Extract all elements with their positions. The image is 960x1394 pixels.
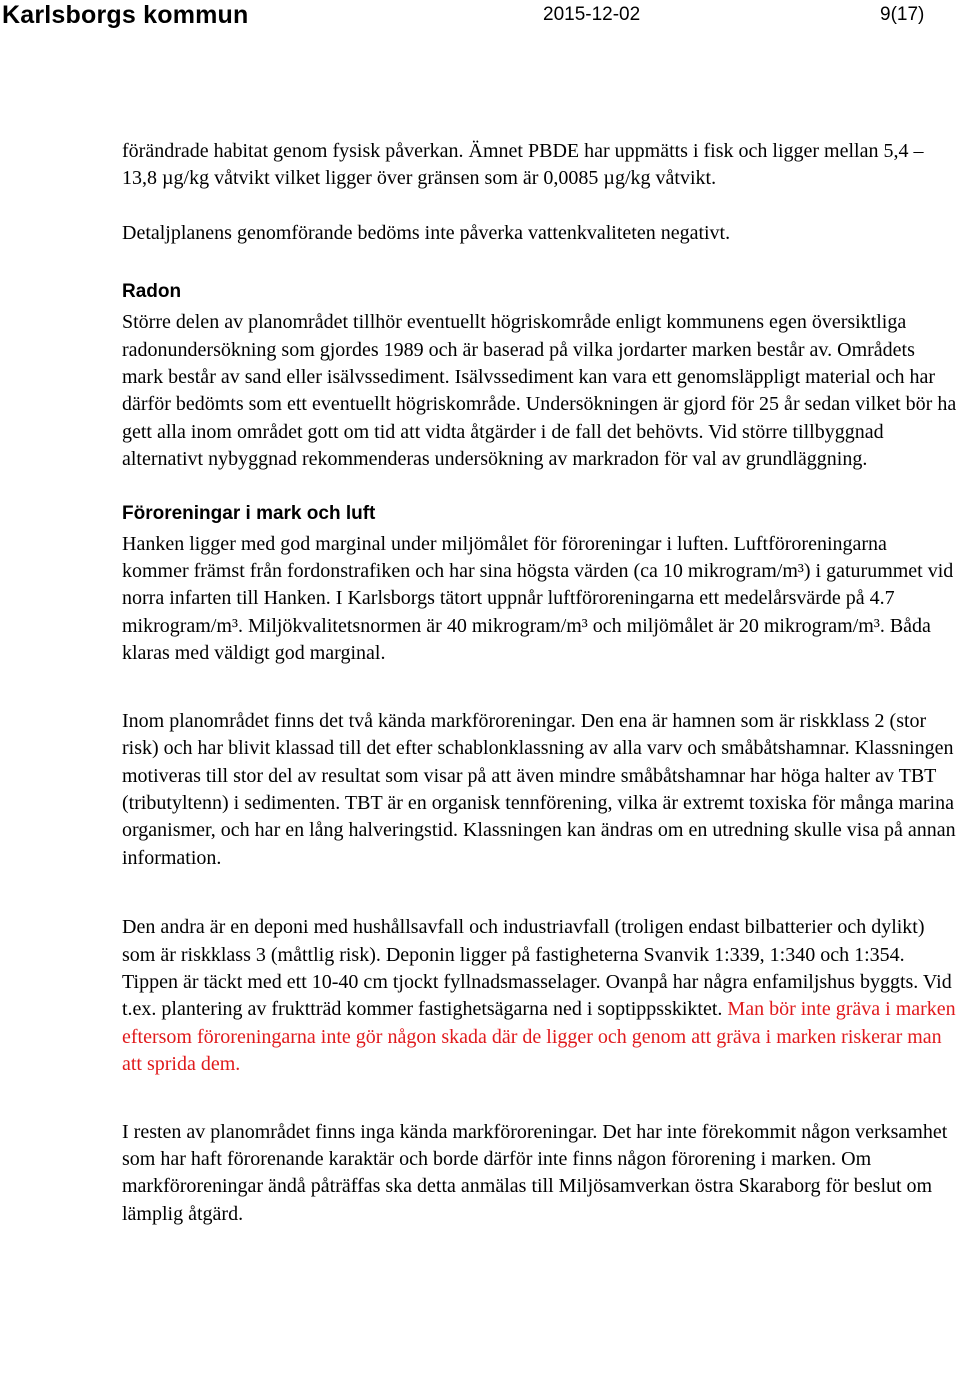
heading-pollution: Föroreningar i mark och luft bbox=[122, 502, 376, 524]
paragraph-rest-of-area: I resten av planområdet finns inga kända markföroreningar. Det har inte förekommit någon verksamhet som har haft förorenande karaktär och borde därför inte finns någon förorening i marken. Om markföroreningar ändå påträffas ska detta anmälas till Miljösamverkan östra Skaraborg för beslut om lämplig åtgärd. bbox=[122, 1120, 948, 1225]
page-number: 9(17) bbox=[880, 4, 925, 25]
deposit-warning: Man bör inte gräva i marken eftersom föroreningarna inte gör någon skada där de ligger och genom att gräva i marken riskerar man att sprida dem. bbox=[122, 998, 956, 1076]
document-body bbox=[122, 138, 958, 1228]
paragraph-water-quality: Detaljplanens genomförande bedöms inte påverka vattenkvaliteten negativt. bbox=[122, 221, 731, 244]
document-date: 2015-12-02 bbox=[543, 4, 641, 25]
paragraph-radon: Större delen av planområdet tillhör eventuellt högriskområde enligt kommunens egen översiktliga radonundersökning som gjordes 1989 och är baserad på vilka jordarter marken består av. Områdets mark består av sand eller isälvssediment. Isälvssediment kan vara ett genomsläppligt material och har därför bedömts som ett eventuellt högriskområde. Undersökningen är gjord för 25 år sedan vilket bör ha gett alla inom området gott om tid att vidta åtgärder i de fall det behövts. Vid större tillbyggnad alternativt nybyggnad rekommenderas undersökning av markradon för val av grundläggning. bbox=[122, 311, 957, 471]
deposit-description: Den andra är en deponi med hushållsavfall och industriavfall (troligen endast bilbatterier och dylikt) som är riskklass 3 (måttlig risk). Deponin ligger på fastigheterna Svanvik 1:339, 1:340 och 1:354. Tippen är täckt med ett 10-40 cm tjockt fyllnadsmasselager. Ovanpå har några enfamiljshus byggts. Vid t.ex. plantering av fruktträd kommer fastighetsägarna ned i soptippsskiktet. bbox=[122, 916, 952, 1021]
heading-radon: Radon bbox=[122, 281, 182, 303]
paragraph-harbor-contamination: Inom planområdet finns det två kända markföroreningar. Den ena är hamnen som är riskklass 2 (stor risk) och har blivit klassad till det efter schablonklassning av alla varv och småbåtshamnar. Klassningen motiveras till stor del av resultat som visar på att även mindre småbåtshamnar har höga halter av TBT (tributyltenn) i sedimenten. TBT är en organisk tennförening, vilka är extremt toxiska för många marina organismer, och har en lång halveringstid. Klassningen kan ändras om en utredning skulle visa på annan information. bbox=[122, 709, 956, 869]
municipality-logo: Karlsborgs kommun bbox=[2, 1, 249, 29]
paragraph-deposit bbox=[122, 914, 958, 1078]
paragraph-air-pollution: Hanken ligger med god marginal under miljömålet för föroreningar i luften. Luftföroreningarna kommer främst från fordonstrafiken och har sina högsta värden (ca 10 mikrogram/m³) i gaturummet vid norra infarten till Hanken. I Karlsborgs tätort uppnår luftföroreningarna ett medelårsvärde på 4.7 mikrogram/m³. Miljökvalitetsnormen är 40 mikrogram/m³ och miljömålet är 20 mikrogram/m³. Båda klaras med väldigt god marginal. bbox=[122, 532, 954, 665]
paragraph-habitat: förändrade habitat genom fysisk påverkan. Ämnet PBDE har uppmätts i fisk och ligger mellan 5,4 – 13,8 µg/kg våtvikt vilket ligger över gränsen som är 0,0085 µg/kg våtvikt. bbox=[122, 140, 924, 190]
page-header bbox=[0, 0, 960, 34]
